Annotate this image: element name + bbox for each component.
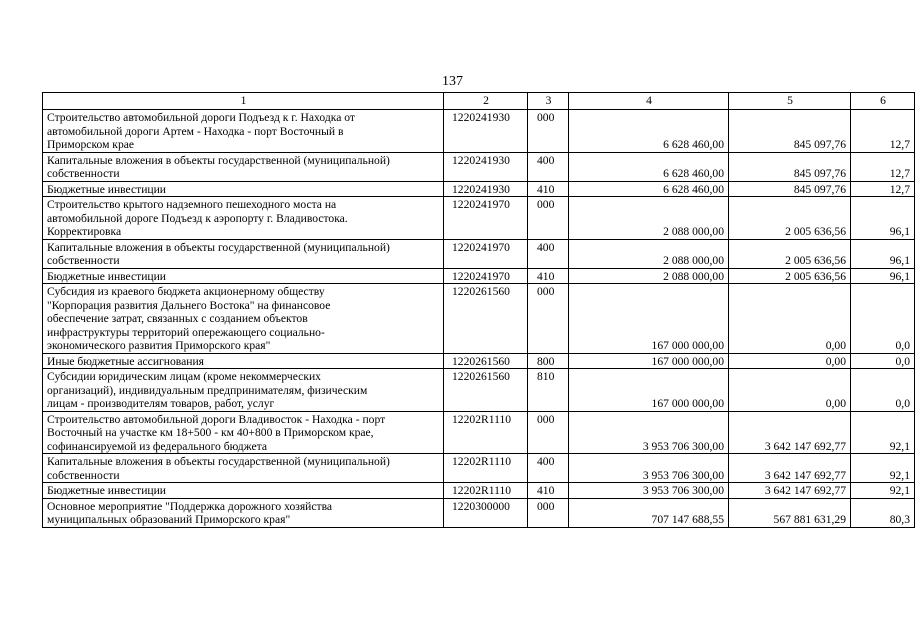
row-name-cell	[43, 239, 444, 268]
header-cell: 4	[569, 93, 729, 110]
row-name-cell	[43, 369, 444, 412]
row-code-cell: 1220241930	[444, 152, 528, 181]
table-row	[43, 152, 915, 181]
row-name-cell	[43, 197, 444, 240]
row-fact-cell: 2 005 636,56	[729, 239, 851, 268]
table-row	[43, 411, 915, 454]
row-percent-cell: 12,7	[851, 110, 915, 153]
row-percent-cell: 96,1	[851, 197, 915, 240]
row-name-line: автомобильной дороги Артем - Находка - порт Восточный в	[47, 124, 344, 138]
row-percent-cell: 80,3	[851, 498, 915, 527]
row-plan-cell: 6 628 460,00	[569, 110, 729, 153]
row-type-cell: 400	[528, 454, 569, 483]
row-name-line: экономического развития Приморского края"	[47, 339, 271, 352]
row-plan-cell: 707 147 688,55	[569, 498, 729, 527]
row-name-line: Иные бюджетные ассигнования	[47, 354, 204, 368]
table-row	[43, 454, 915, 483]
row-name-line: организаций), индивидуальным предпринимателям, физическим	[47, 383, 368, 397]
row-name-cell	[43, 483, 444, 499]
row-code-cell: 1220300000	[444, 498, 528, 527]
row-percent-cell: 96,1	[851, 239, 915, 268]
row-type-cell: 000	[528, 498, 569, 527]
row-name-line: Строительство крытого надземного пешеходного моста на	[47, 198, 337, 211]
row-name-line: лицам - производителям товаров, работ, услуг	[47, 397, 275, 410]
header-cell: 1	[43, 93, 444, 110]
header-cell: 6	[851, 93, 915, 110]
row-type-cell: 800	[528, 353, 569, 369]
row-name-line: Субсидии юридическим лицам (кроме некоммерческих	[47, 370, 321, 383]
header-cell: 3	[528, 93, 569, 110]
row-plan-cell: 6 628 460,00	[569, 181, 729, 197]
row-plan-cell: 167 000 000,00	[569, 369, 729, 412]
row-percent-cell: 12,7	[851, 152, 915, 181]
row-type-cell: 400	[528, 152, 569, 181]
row-fact-cell: 0,00	[729, 369, 851, 412]
row-type-cell: 410	[528, 268, 569, 284]
row-type-cell: 000	[528, 110, 569, 153]
row-fact-cell: 3 642 147 692,77	[729, 454, 851, 483]
row-code-cell: 1220261560	[444, 353, 528, 369]
row-code-cell: 12202R1110	[444, 454, 528, 483]
row-plan-cell: 3 953 706 300,00	[569, 483, 729, 499]
row-plan-cell: 2 088 000,00	[569, 268, 729, 284]
row-name-line: Бюджетные инвестиции	[47, 484, 167, 497]
row-name-line: Восточный на участке км 18+500 - км 40+800 в Приморском крае,	[47, 426, 374, 439]
row-type-cell: 000	[528, 411, 569, 454]
row-plan-cell: 167 000 000,00	[569, 353, 729, 369]
row-type-cell: 000	[528, 284, 569, 354]
row-fact-cell: 845 097,76	[729, 152, 851, 181]
row-plan-cell: 2 088 000,00	[569, 197, 729, 240]
row-name-cell	[43, 152, 444, 181]
row-name-cell	[43, 454, 444, 483]
table-row	[43, 268, 915, 284]
table-row	[43, 110, 915, 153]
table-row	[43, 197, 915, 240]
row-percent-cell: 0,0	[851, 353, 915, 369]
row-name-line: собственности	[47, 167, 120, 180]
row-code-cell: 1220241970	[444, 197, 528, 240]
table-row	[43, 239, 915, 268]
row-name-cell	[43, 411, 444, 454]
row-name-line: собственности	[47, 468, 120, 482]
table-header-row	[43, 93, 915, 110]
row-percent-cell: 12,7	[851, 181, 915, 197]
row-fact-cell: 3 642 147 692,77	[729, 483, 851, 499]
row-name-line: "Корпорация развития Дальнего Востока" на финансовое	[47, 298, 331, 312]
row-percent-cell: 92,1	[851, 411, 915, 454]
row-percent-cell: 92,1	[851, 483, 915, 499]
row-fact-cell: 3 642 147 692,77	[729, 411, 851, 454]
header-cell: 5	[729, 93, 851, 110]
row-plan-cell: 6 628 460,00	[569, 152, 729, 181]
row-name-cell	[43, 181, 444, 197]
row-name-line: обеспечение затрат, связанных с созданием объектов	[47, 312, 308, 325]
row-name-line: инфраструктуры территорий опережающего социально-	[47, 325, 325, 339]
row-type-cell: 400	[528, 239, 569, 268]
row-name-cell	[43, 353, 444, 369]
page-number: 137	[442, 74, 463, 89]
row-fact-cell: 0,00	[729, 353, 851, 369]
row-fact-cell: 2 005 636,56	[729, 197, 851, 240]
row-name-cell	[43, 284, 444, 354]
row-code-cell: 1220261560	[444, 369, 528, 412]
header-cell: 2	[444, 93, 528, 110]
row-name-line: Корректировка	[47, 225, 122, 238]
row-name-line: Основное мероприятие "Поддержка дорожного хозяйства	[47, 499, 333, 513]
row-fact-cell: 567 881 631,29	[729, 498, 851, 527]
row-name-line: Строительство автомобильной дороги Подъезд к г. Находка от	[47, 111, 355, 124]
row-code-cell: 1220241930	[444, 181, 528, 197]
row-name-line: собственности	[47, 254, 120, 267]
row-code-cell: 1220261560	[444, 284, 528, 354]
row-name-line: Бюджетные инвестиции	[47, 269, 167, 283]
row-name-line: Субсидия из краевого бюджета акционерному обществу	[47, 285, 325, 298]
row-type-cell: 000	[528, 197, 569, 240]
row-name-line: Приморском крае	[47, 138, 135, 151]
row-code-cell: 1220241970	[444, 268, 528, 284]
row-name-line: Капитальные вложения в объекты государственной (муниципальной)	[47, 240, 390, 254]
row-code-cell: 12202R1110	[444, 411, 528, 454]
row-percent-cell: 0,0	[851, 369, 915, 412]
row-fact-cell: 2 005 636,56	[729, 268, 851, 284]
table-row	[43, 284, 915, 354]
row-fact-cell: 845 097,76	[729, 181, 851, 197]
row-percent-cell: 96,1	[851, 268, 915, 284]
row-code-cell: 12202R1110	[444, 483, 528, 499]
row-code-cell: 1220241970	[444, 239, 528, 268]
row-percent-cell: 0,0	[851, 284, 915, 354]
row-name-line: Строительство автомобильной дороги Владивосток - Находка - порт	[47, 412, 386, 426]
row-plan-cell: 167 000 000,00	[569, 284, 729, 354]
row-plan-cell: 3 953 706 300,00	[569, 454, 729, 483]
table-row	[43, 483, 915, 499]
row-type-cell: 410	[528, 181, 569, 197]
table-row	[43, 181, 915, 197]
row-code-cell: 1220241930	[444, 110, 528, 153]
row-plan-cell: 2 088 000,00	[569, 239, 729, 268]
budget-table	[42, 92, 915, 528]
row-fact-cell: 0,00	[729, 284, 851, 354]
row-type-cell: 410	[528, 483, 569, 499]
row-name-line: автомобильной дороге Подъезд к аэропорту г. Владивостока.	[47, 211, 348, 225]
row-name-cell	[43, 110, 444, 153]
row-name-cell	[43, 498, 444, 527]
row-name-line: Капитальные вложения в объекты государственной (муниципальной)	[47, 153, 390, 167]
row-percent-cell: 92,1	[851, 454, 915, 483]
row-name-line: муниципальных образований Приморского края"	[47, 513, 291, 526]
row-type-cell: 810	[528, 369, 569, 412]
row-name-line: Капитальные вложения в объекты государственной (муниципальной)	[47, 455, 390, 468]
row-plan-cell: 3 953 706 300,00	[569, 411, 729, 454]
table-row	[43, 353, 915, 369]
row-name-line: софинансируемой из федерального бюджета	[47, 439, 267, 453]
row-name-cell	[43, 268, 444, 284]
row-fact-cell: 845 097,76	[729, 110, 851, 153]
table-row	[43, 498, 915, 527]
table-row	[43, 369, 915, 412]
row-name-line: Бюджетные инвестиции	[47, 182, 167, 196]
